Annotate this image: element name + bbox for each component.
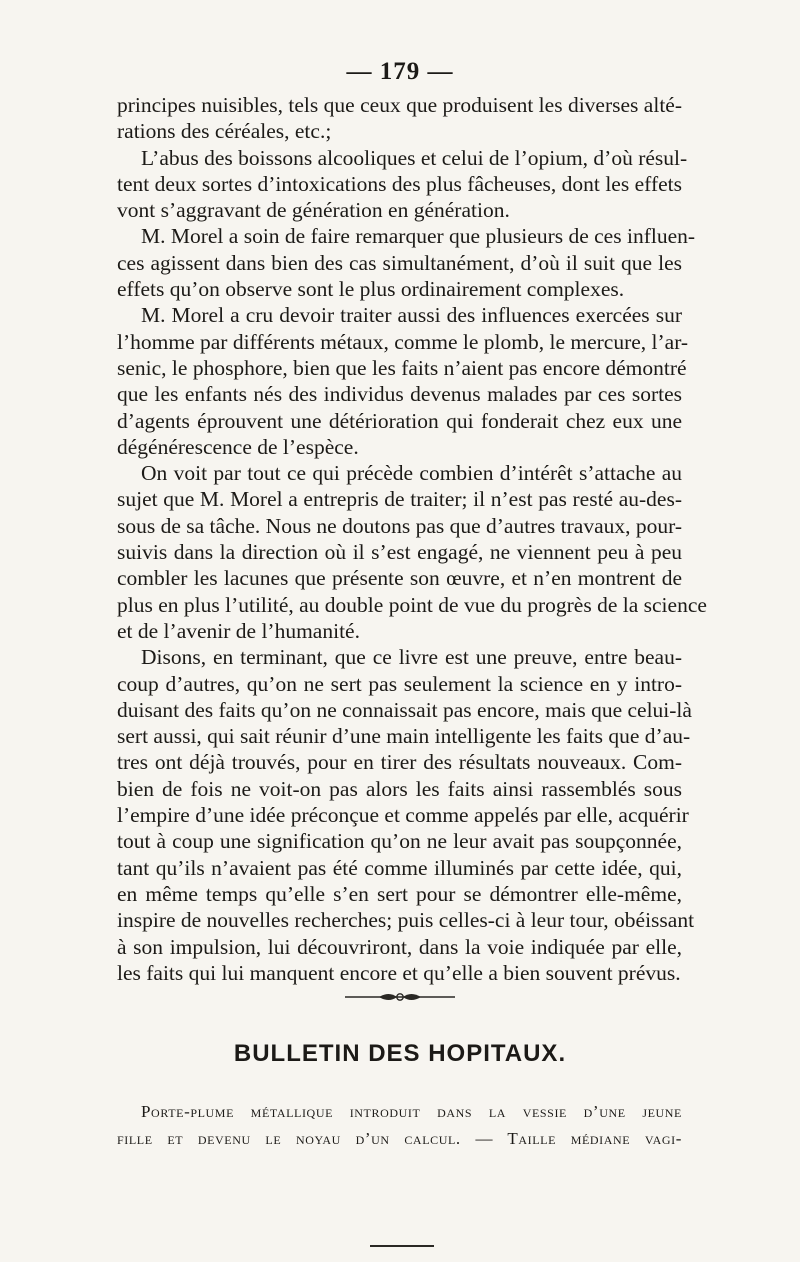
text-line: senic, le phosphore, bien que les faits n’aient pas encore démontré [117, 355, 687, 380]
text-line: inspire de nouvelles recherches; puis celles-ci à leur tour, obéissant [117, 908, 695, 933]
text-line: effets qu’on observe sont le plus ordinairement complexes. [117, 277, 625, 302]
text-line: à son impulsion, lui découvriront, dans la voie indiquée par elle, [117, 934, 682, 959]
text-line: que les enfants nés des individus devenus malades par ces sortes [117, 382, 682, 407]
text-line: On voit par tout ce qui précède combien d’intérêt s’attache au [141, 461, 682, 486]
text-line: tent deux sortes d’intoxications des plus fâcheuses, dont les effets [117, 171, 682, 196]
article-title-line: Porte-plume métallique introduit dans la vessie d’une jeune [141, 1102, 682, 1121]
text-line: sert aussi, qui sait réunir d’une main intelligente les faits que d’au- [117, 724, 691, 749]
ornament-rule-icon [345, 990, 455, 1004]
paragraph-4 [117, 302, 689, 460]
decorative-ornament [0, 990, 800, 1009]
text-line: rations des céréales, etc.; [117, 119, 332, 144]
paragraph-5 [117, 460, 707, 644]
text-line: vont s’aggravant de génération en génération. [117, 198, 510, 223]
paragraph-6 [117, 644, 695, 986]
article-title-line: fille et devenu le noyau d’un calcul. — Taille médiane vagi- [117, 1129, 682, 1148]
paragraph-3 [117, 223, 696, 302]
text-line: L’abus des boissons alcooliques et celui de l’opium, d’où résul- [141, 145, 688, 170]
text-line: l’homme par différents métaux, comme le plomb, le mercure, l’ar- [117, 329, 689, 354]
text-line: l’empire d’une idée préconçue et comme appelés par elle, acquérir [117, 803, 689, 828]
text-line: bien de fois ne voit-on pas alors les faits ainsi rassemblés sous [117, 776, 682, 801]
text-line: d’agents éprouvent une détérioration qui fonderait chez eux une [117, 408, 682, 433]
text-line: coup d’autres, qu’on ne sert pas seulement la science en y intro- [117, 671, 682, 696]
section-title: BULLETIN DES HOPITAUX. [233, 1040, 567, 1067]
text-line: les faits qui lui manquent encore et qu’elle a bien souvent prévus. [117, 960, 681, 985]
text-line: M. Morel a cru devoir traiter aussi des influences exercées sur [141, 303, 682, 328]
text-line: dégénérescence de l’espèce. [117, 434, 359, 459]
bottom-divider [370, 1245, 434, 1247]
text-line: suivis dans la direction où il s’est engagé, ne viennent peu à peu [117, 540, 682, 565]
text-line: en même temps qu’elle s’en sert pour se démontrer elle-même, [117, 881, 682, 906]
text-line: tres ont déjà trouvés, pour en tirer des résultats nouveaux. Com- [117, 750, 682, 775]
text-line: tant qu’ils n’avaient pas été comme illuminés par cette idée, qui, [117, 855, 682, 880]
text-line: Disons, en terminant, que ce livre est une preuve, entre beau- [141, 645, 682, 670]
text-line: et de l’avenir de l’humanité. [117, 618, 360, 643]
text-line: principes nuisibles, tels que ceux que produisent les diverses alté- [117, 93, 682, 117]
body-text [117, 92, 707, 986]
text-line: ces agissent dans bien des cas simultanément, d’où il suit que les [117, 250, 682, 275]
text-line: sujet que M. Morel a entrepris de traiter; il n’est pas resté au-des- [117, 487, 682, 512]
page-number: — 179 — [346, 58, 454, 85]
text-line: tout à coup une signification qu’on ne leur avait pas soupçonnée, [117, 829, 682, 854]
text-line: plus en plus l’utilité, au double point de vue du progrès de la science [117, 592, 707, 617]
text-line: duisant des faits qu’on ne connaissait pas encore, mais que celui-là [117, 697, 692, 722]
text-line: combler les lacunes que présente son œuvre, et n’en montrent de [117, 566, 682, 591]
text-line: M. Morel a soin de faire remarquer que plusieurs de ces influen- [141, 224, 696, 249]
paragraph-2 [117, 145, 688, 224]
paragraph-1 [117, 92, 682, 145]
article-title [117, 1098, 682, 1152]
text-line: sous de sa tâche. Nous ne doutons pas que d’autres travaux, pour- [117, 513, 682, 538]
